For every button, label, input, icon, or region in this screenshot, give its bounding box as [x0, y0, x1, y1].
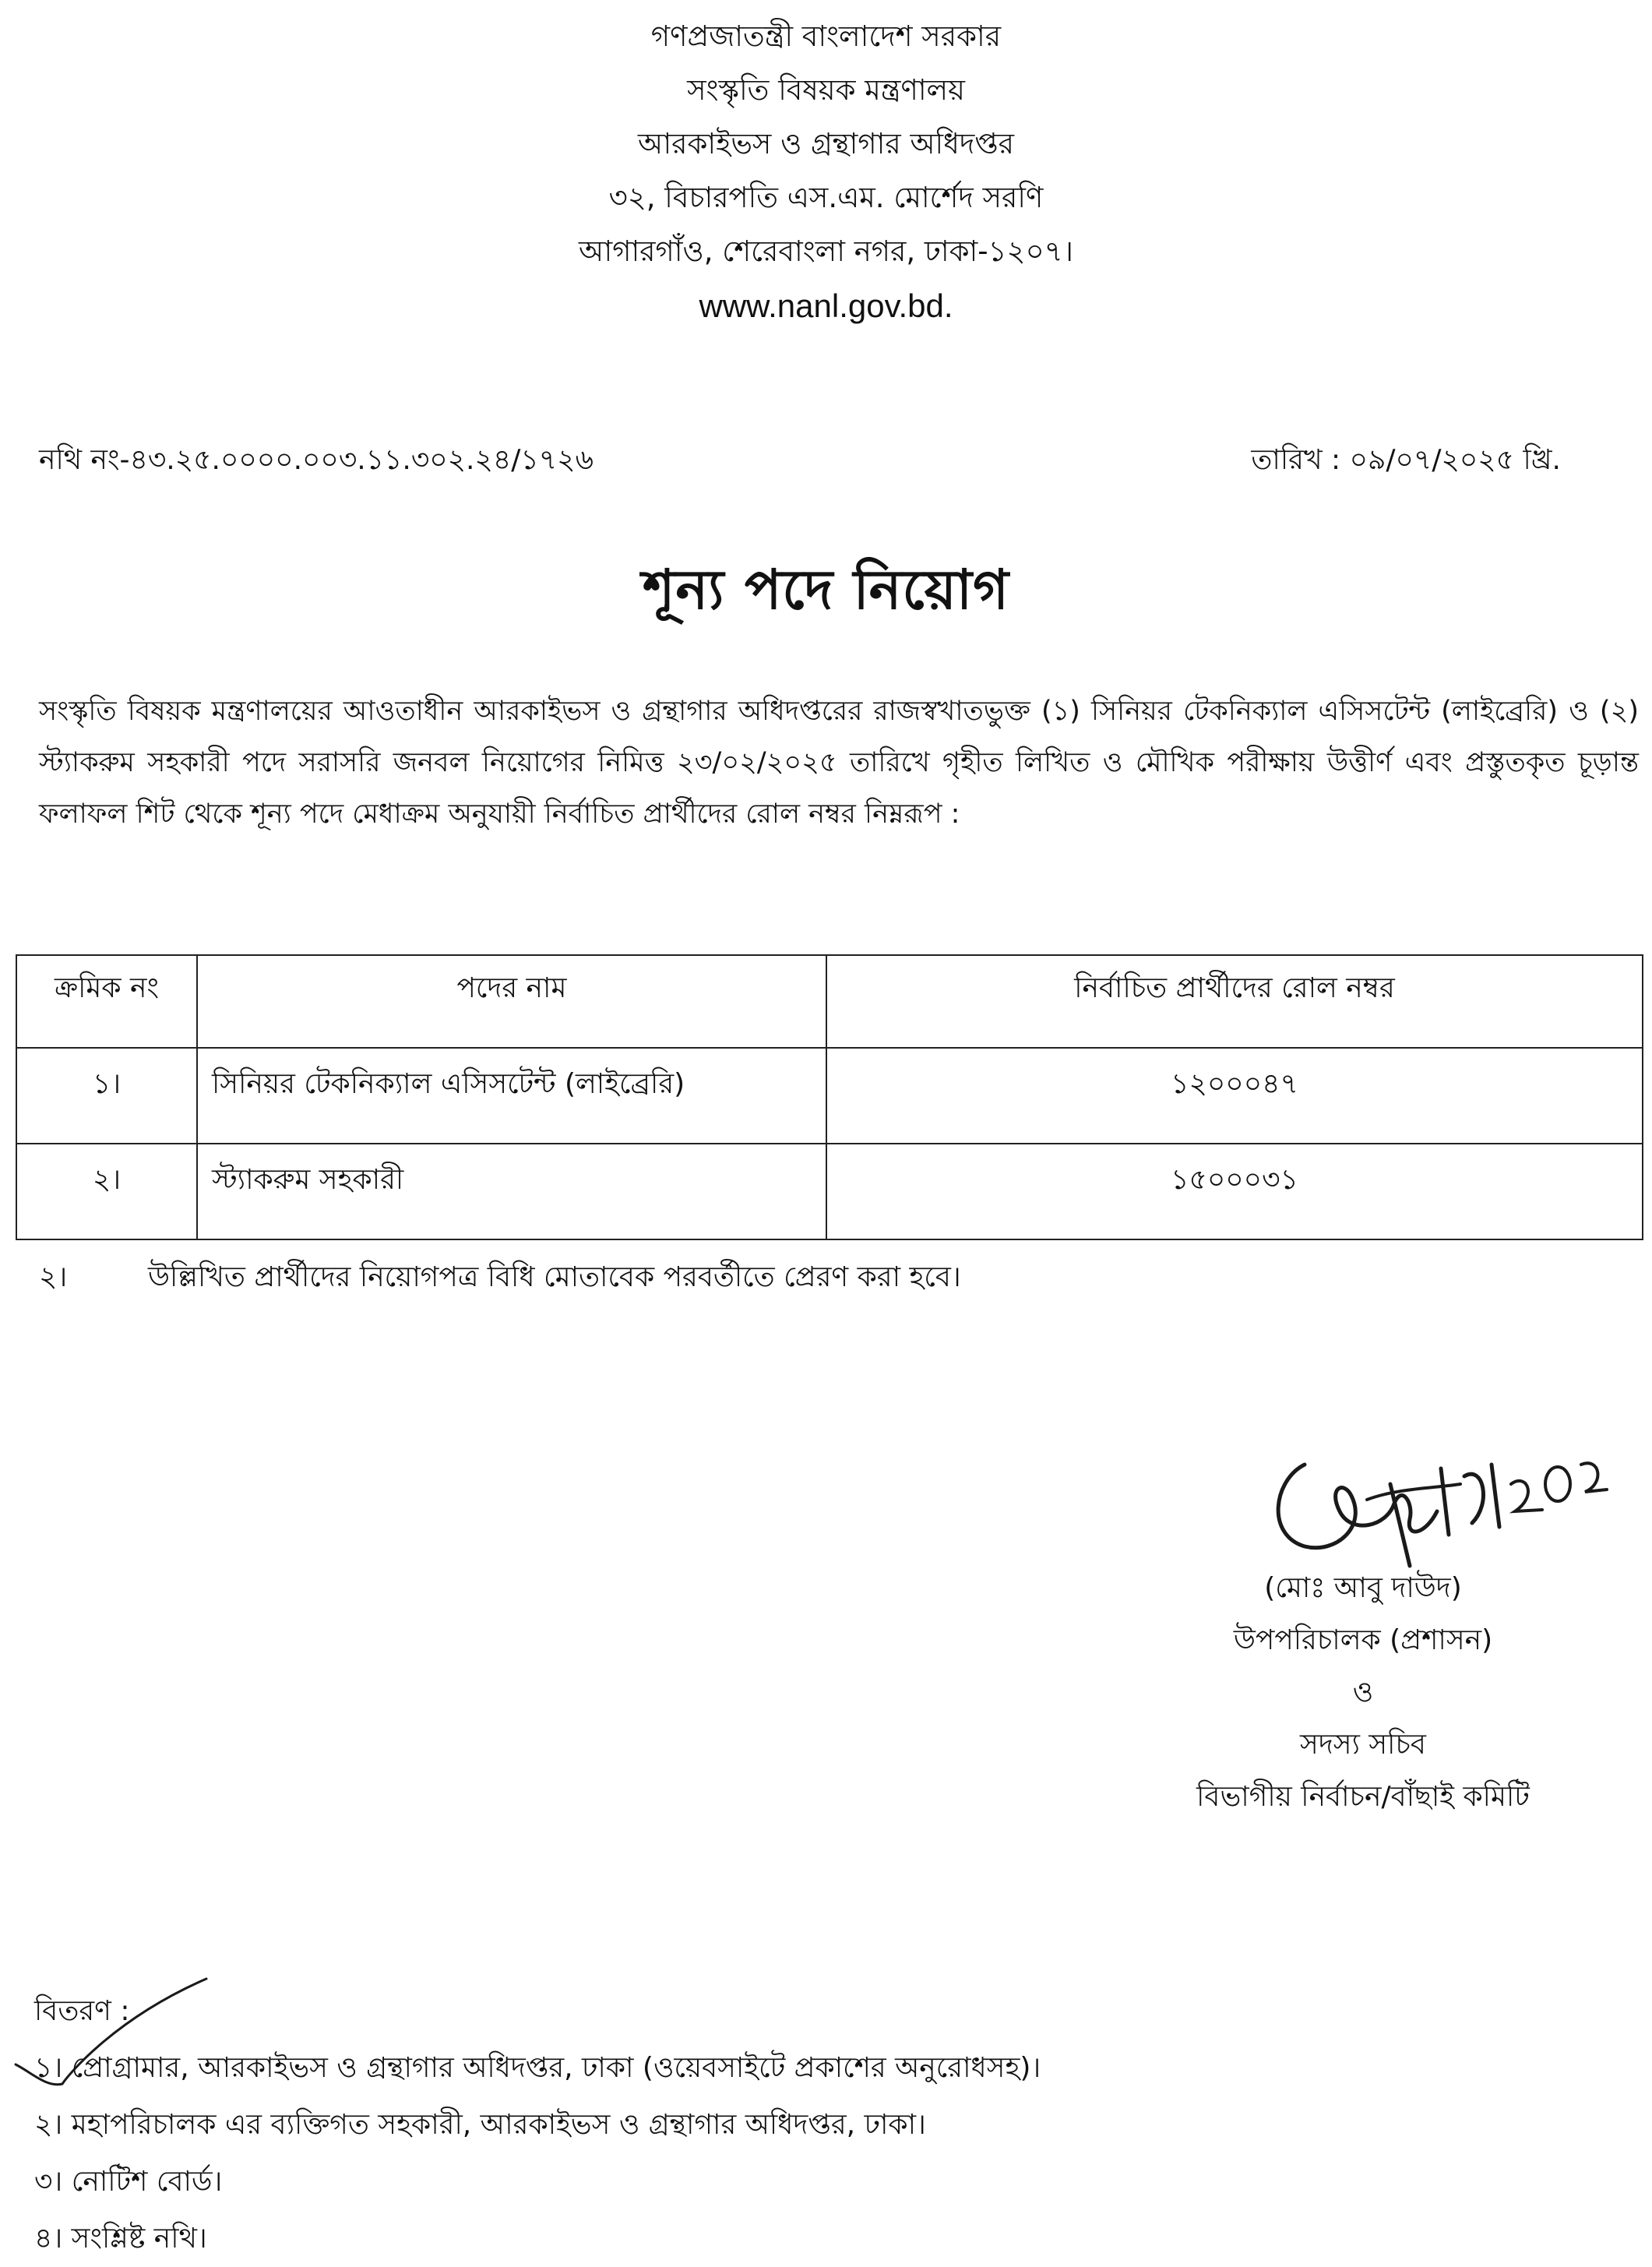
selected-candidates-table — [16, 954, 1643, 1240]
cell-serial: ১। — [16, 1048, 197, 1144]
paragraph-2 — [39, 1256, 961, 1303]
cell-roll: ১৫০০০৩১ — [826, 1144, 1643, 1239]
department-name: আরকাইভস ও গ্রন্থাগার অধিদপ্তর — [637, 127, 1015, 160]
table-row — [16, 1144, 1643, 1239]
paragraph-2-number: ২। — [39, 1261, 68, 1293]
letterhead — [0, 9, 1652, 334]
government-name: গণপ্রজাতন্ত্রী বাংলাদেশ সরকার — [650, 19, 1002, 53]
table-header-row — [16, 955, 1643, 1048]
signatory-name: (মোঃ আবু দাউদ) — [1264, 1572, 1462, 1604]
body-paragraph: সংস্কৃতি বিষয়ক মন্ত্রণালয়ের আওতাধীন আরকাইভস ও গ্রন্থাগার অধিদপ্তরের রাজস্বখাতভুক্ত (১) সিনিয়র টেকনিক্যাল এসিসটেন্ট (লাইব্রেরি) ও (২) স্ট্যাকরুম সহকারী পদে সরাসরি জনবল নিয়োগের নিমিত্ত ২৩/০২/২০২৫ তারিখে গৃহীত লিখিত ও মৌখিক পরীক্ষায় উত্তীর্ণ এবং প্রস্তুতকৃত চূড়ান্ত ফলাফল শিট থেকে শূন্য পদে মেধাক্রম অনুযায়ী নির্বাচিত প্রার্থীদের রোল নম্বর নিম্নরূপ : — [39, 696, 1639, 830]
cell-post: সিনিয়র টেকনিক্যাল এসিসটেন্ট (লাইব্রেরি) — [197, 1048, 826, 1144]
column-header-roll: নির্বাচিত প্রার্থীদের রোল নম্বর — [826, 955, 1643, 1048]
cell-post: স্ট্যাকরুম সহকারী — [197, 1144, 826, 1239]
notice-title: শূন্য পদে নিয়োগ — [642, 558, 1009, 622]
signatory-designation: উপপরিচালক (প্রশাসন) — [1233, 1624, 1493, 1656]
distribution-item: ২। মহাপরিচালক এর ব্যক্তিগত সহকারী, আরকাইভস ও গ্রন্থাগার অধিদপ্তর, ঢাকা। — [34, 2109, 926, 2141]
distribution-list — [34, 1983, 1041, 2267]
paragraph-2-text: উল্লিখিত প্রার্থীদের নিয়োগপত্র বিধি মোতাবেক পরবর্তীতে প্রেরণ করা হবে। — [148, 1261, 961, 1293]
address-line-1: ৩২, বিচারপতি এস.এম. মোর্শেদ সরণি — [608, 181, 1044, 214]
signatory-role: সদস্য সচিব — [1300, 1729, 1426, 1761]
website-link[interactable]: www.nanl.gov.bd. — [699, 287, 953, 324]
cell-serial: ২। — [16, 1144, 197, 1239]
distribution-item: ৪। সংশ্লিষ্ট নথি। — [34, 2223, 207, 2255]
address-line-2: আগারগাঁও, শেরেবাংলা নগর, ঢাকা-১২০৭। — [579, 234, 1073, 268]
cell-roll: ১২০০০৪৭ — [826, 1048, 1643, 1144]
distribution-heading: বিতরণ : — [34, 1995, 130, 2027]
signatory-committee: বিভাগীয় নির্বাচন/বাঁছাই কমিটি — [1196, 1781, 1530, 1813]
signatory-block — [1083, 1562, 1643, 1823]
ministry-name: সংস্কৃতি বিষয়ক মন্ত্রণালয় — [687, 73, 965, 107]
column-header-serial: ক্রমিক নং — [16, 955, 197, 1048]
issue-date: তারিখ : ০৯/০৭/২০২৫ খ্রি. — [1251, 444, 1561, 476]
handwritten-signature — [1250, 1410, 1608, 1574]
column-header-post: পদের নাম — [197, 955, 826, 1048]
signatory-conjunction: ও — [1352, 1676, 1374, 1708]
distribution-item: ১। প্রোগ্রামার, আরকাইভস ও গ্রন্থাগার অধিদপ্তর, ঢাকা (ওয়েবসাইটে প্রকাশের অনুরোধসহ)। — [34, 2052, 1041, 2084]
file-number: নথি নং-৪৩.২৫.০০০০.০০৩.১১.৩০২.২৪/১৭২৬ — [39, 444, 594, 476]
table-row — [16, 1048, 1643, 1144]
distribution-item: ৩। নোটিশ বোর্ড। — [34, 2166, 223, 2198]
